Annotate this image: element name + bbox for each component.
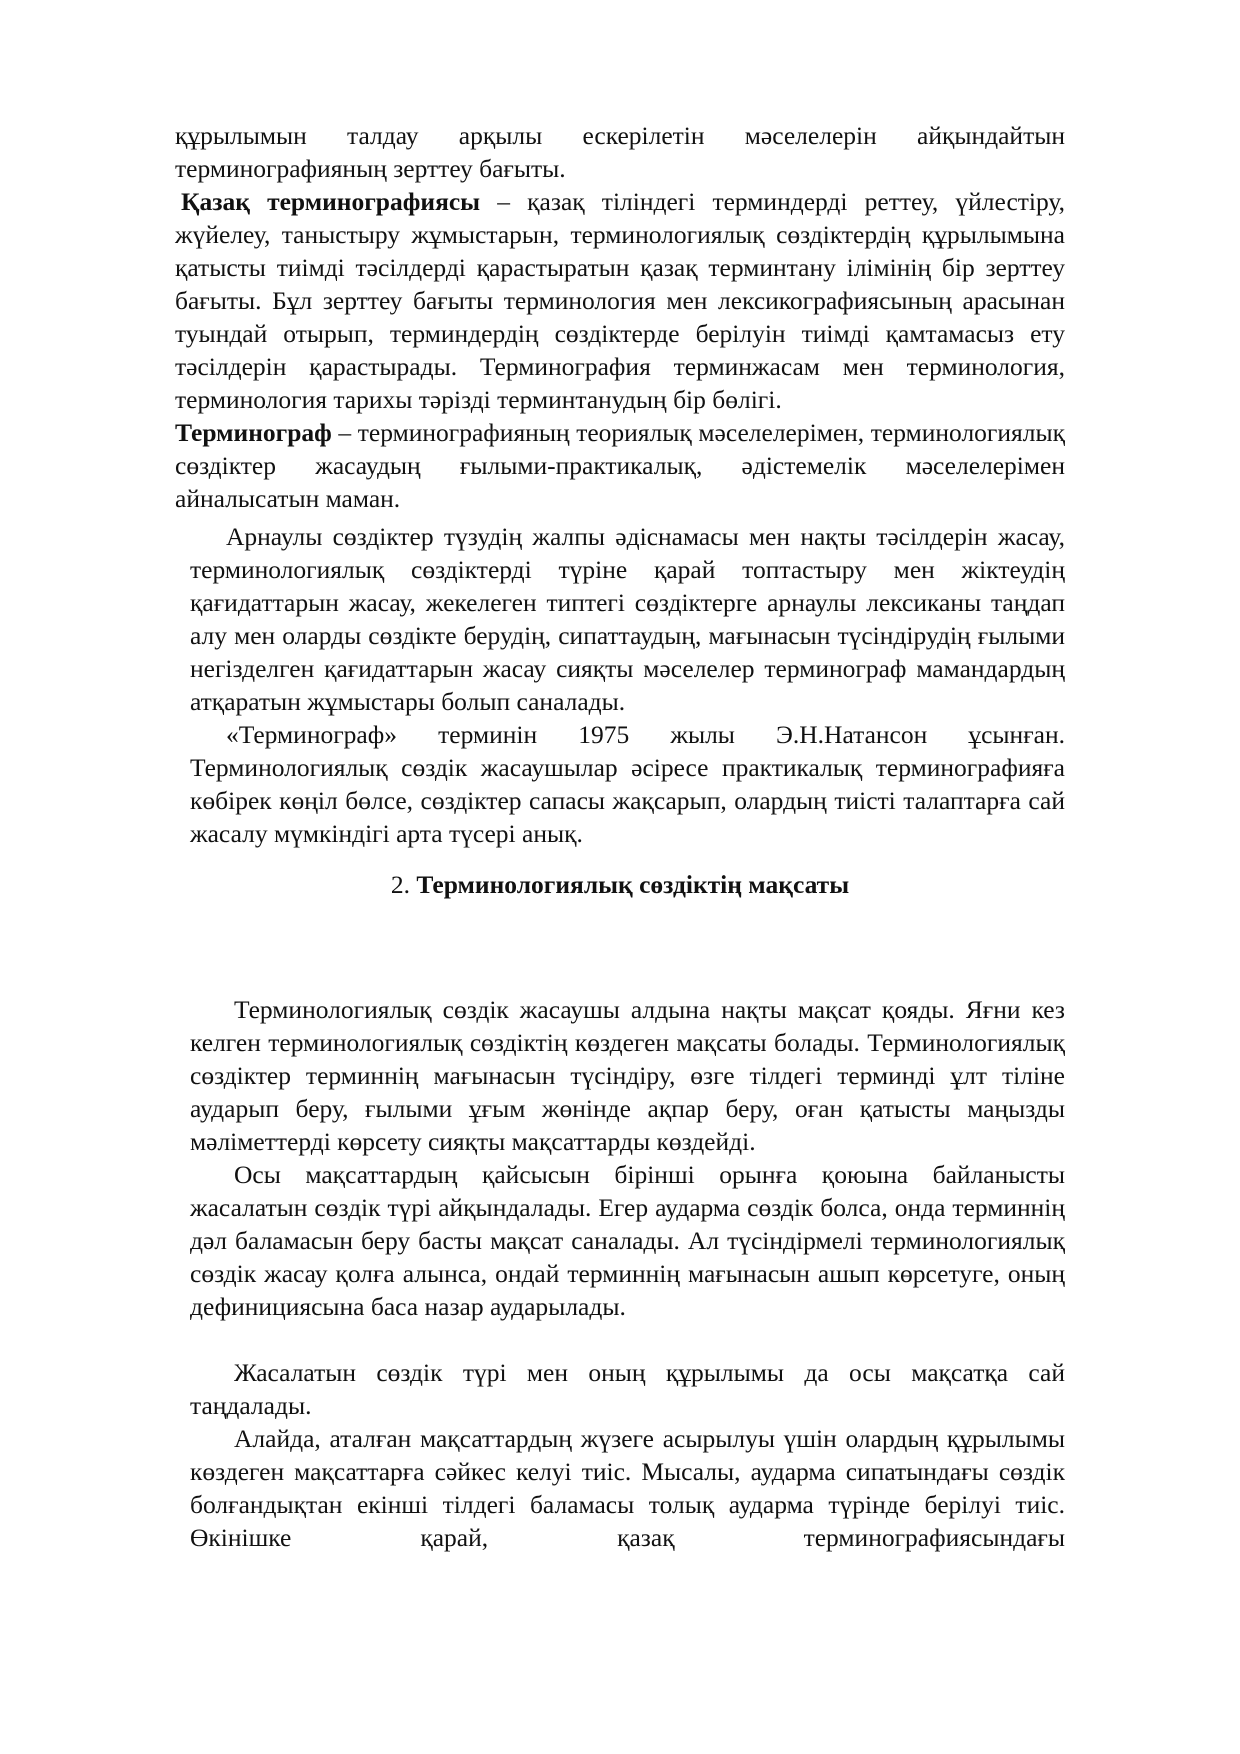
paragraph-term-origin-text: «Терминограф» терминін 1975 жылы Э.Н.Натансон ұсынған. Терминологиялық сөздік жасаушылар әсіресе практикалық терминографияға көбірек көңіл бөлсе, сөздіктер сапасы жақсарып, олардың тиісті талаптарға сай жасалу мүмкіндігі арта түсері анық. (190, 720, 1065, 848)
section-heading (175, 868, 1065, 901)
paragraph-terminographer (175, 416, 1065, 515)
definition-kazakh-terminography: – қазақ тіліндегі терминдерді реттеу, үйлестіру, жүйелеу, таныстыру жұмыстарын, терминологиялық сөздіктердің құрылымына қатысты тиімді тәсілдерді қарастыратын қазақ терминтану ілімінің бір зерттеу бағыты. Бұл зерттеу бағыты терминология мен лексикографиясының арасынан туындай отырып, терминдердің сөздіктерде берілуін тиімді қамтамасыз ету тәсілдерін қарастырады. Терминография терминжасам мен терминология, терминология тарихы тәрізді терминтанудың бір бөлігі. (175, 187, 1066, 414)
paragraph-dictionary-type (190, 1158, 1065, 1323)
term-kazakh-terminography: Қазақ терминографиясы (181, 187, 481, 216)
paragraph-kazakh-terminography (175, 185, 1065, 416)
paragraph-term-origin (190, 718, 1065, 850)
paragraph-1-text: құрылымын талдау арқылы ескерілетін мәселелерін айқындайтын терминографияның зерттеу бағыты. (175, 121, 1065, 183)
paragraph-dictionary-methods-text: Арнаулы сөздіктер түзудің жалпы әдіснамасы мен нақты тәсілдерін жасау, терминологиялық сөздіктерді түріне қарай топтастыру мен жіктеудің қағидаттарын жасау, жекелеген типтегі сөздіктерге арнаулы лексиканы таңдап алу мен оларды сөздікте берудің, сипаттаудың, мағынасын түсіндірудің ғылыми негізделген қағидаттарын жасау сияқты мәселелер терминограф мамандардың атқаратын жұмыстары болып саналады. (190, 522, 1065, 716)
paragraph-dictionary-goal-text: Терминологиялық сөздік жасаушы алдына нақты мақсат қояды. Яғни кез келген терминологиялық сөздіктің көздеген мақсаты болады. Терминологиялық сөздіктер терминнің мағынасын түсіндіру, өзге тілдегі терминді ұлт тіліне аударып беру, ғылыми ұғым жөнінде ақпар беру, оған қатысты маңызды мәліметтерді көрсету сияқты мақсаттарды көздейді. (190, 995, 1065, 1156)
paragraph-dictionary-goal (190, 993, 1065, 1158)
paragraph-goals-implementation-text: Алайда, аталған мақсаттардың жүзеге асырылуы үшін олардың құрылымы көздеген мақсаттарға сәйкес келуі тиіс. Мысалы, аударма сипатындағы сөздік болғандықтан екінші тілдегі баламасы толық аударма түрінде берілуі тиіс. Өкінішке қарай, қазақ терминографиясындағы (190, 1424, 1065, 1552)
paragraph-1 (175, 119, 1065, 185)
term-terminographer: Терминограф (175, 418, 332, 447)
section-title: Терминологиялық сөздіктің мақсаты (416, 870, 850, 899)
paragraph-dictionary-methods (190, 520, 1065, 718)
paragraph-dictionary-structure-text: Жасалатын сөздік түрі мен оның құрылымы да осы мақсатқа сай таңдалады. (190, 1358, 1065, 1420)
definition-terminographer: – терминографияның теориялық мәселелерімен, терминологиялық сөздіктер жасаудың ғылыми-практикалық, әдістемелік мәселелерімен айналысатын маман. (175, 418, 1065, 513)
paragraph-dictionary-type-text: Осы мақсаттардың қайсысын бірінші орынға қоюына байланысты жасалатын сөздік түрі айқындалады. Егер аударма сөздік болса, онда терминнің дәл баламасын беру басты мақсат саналады. Ал түсіндірмелі терминологиялық сөздік жасау қолға алынса, ондай терминнің мағынасын ашып көрсетуге, оның дефинициясына баса назар аударылады. (190, 1160, 1065, 1321)
section-number: 2. (390, 870, 410, 899)
paragraph-goals-implementation (190, 1422, 1065, 1554)
paragraph-dictionary-structure (190, 1356, 1065, 1422)
